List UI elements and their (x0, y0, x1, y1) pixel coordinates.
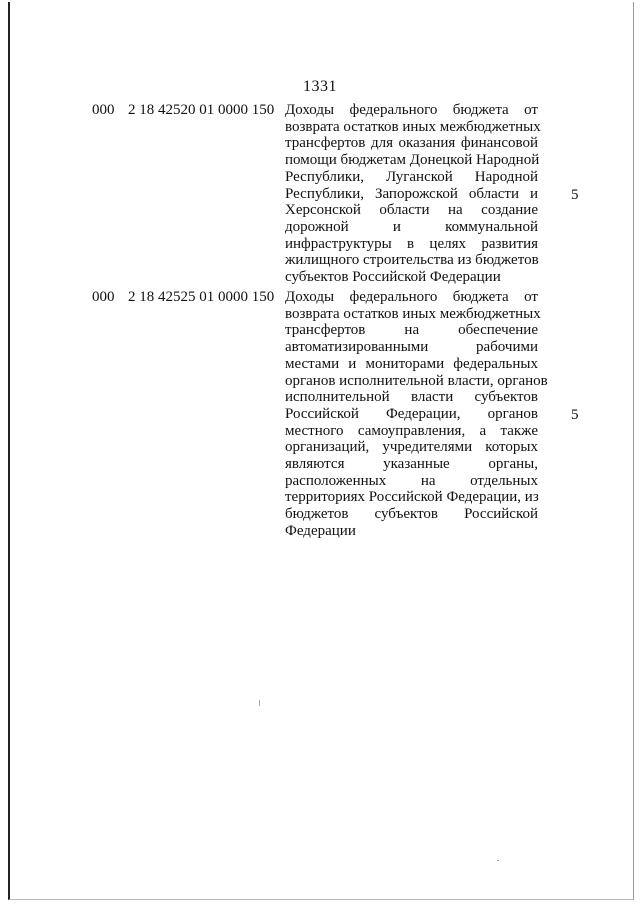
page-number: 1331 (303, 78, 337, 95)
description-line: местного самоуправления, а также (285, 422, 538, 439)
description-line: Федерации (285, 522, 356, 539)
description-line: трансфертов для оказания финансовой (285, 135, 538, 152)
budget-classification-code: 2 18 42525 01 0000 150 (128, 289, 275, 305)
scan-speck (259, 700, 260, 706)
description-line: дорожной и коммунальной (285, 218, 538, 235)
budget-classification-code: 2 18 42520 01 0000 150 (128, 102, 275, 118)
description-line: субъектов Российской Федерации (285, 269, 501, 286)
description-line: инфраструктуры в целях развития (285, 235, 538, 252)
description-line: местами и мониторами федеральных (285, 355, 538, 372)
description-line: Доходы федерального бюджета от (285, 102, 538, 118)
description-line: возврата остатков иных межбюджетных (285, 305, 541, 322)
description-line: исполнительной власти субъектов (285, 389, 538, 406)
description-line: возврата остатков иных межбюджетных (285, 118, 541, 135)
admin-code: 000 (92, 102, 115, 118)
description-line: жилищного строительства из бюджетов (285, 252, 539, 269)
description-line: бюджетов субъектов Российской (285, 506, 538, 523)
description-line: Российской Федерации, органов (285, 405, 538, 422)
description-line: органов исполнительной власти, органов (285, 372, 548, 389)
description-line: организаций, учредителями которых (285, 439, 538, 456)
description-line: помощи бюджетам Донецкой Народной (285, 152, 540, 169)
amount-value: 5 (571, 407, 579, 423)
revenue-description (285, 289, 548, 540)
description-line: Республики, Запорожской области и (285, 185, 538, 202)
description-line: автоматизированными рабочими (285, 339, 538, 356)
description-line: Доходы федерального бюджета от (285, 289, 538, 305)
admin-code: 000 (92, 289, 115, 305)
description-line: Херсонской области на создание (285, 202, 538, 219)
amount-value: 5 (571, 187, 579, 203)
description-line: территориях Российской Федерации, из (285, 489, 539, 506)
description-line: Республики, Луганской Народной (285, 168, 538, 185)
description-line: расположенных на отдельных (285, 472, 538, 489)
description-line: трансфертов на обеспечение (285, 322, 538, 339)
description-line: являются указанные органы, (285, 456, 538, 473)
scan-speck (497, 860, 499, 861)
revenue-description (285, 102, 541, 286)
